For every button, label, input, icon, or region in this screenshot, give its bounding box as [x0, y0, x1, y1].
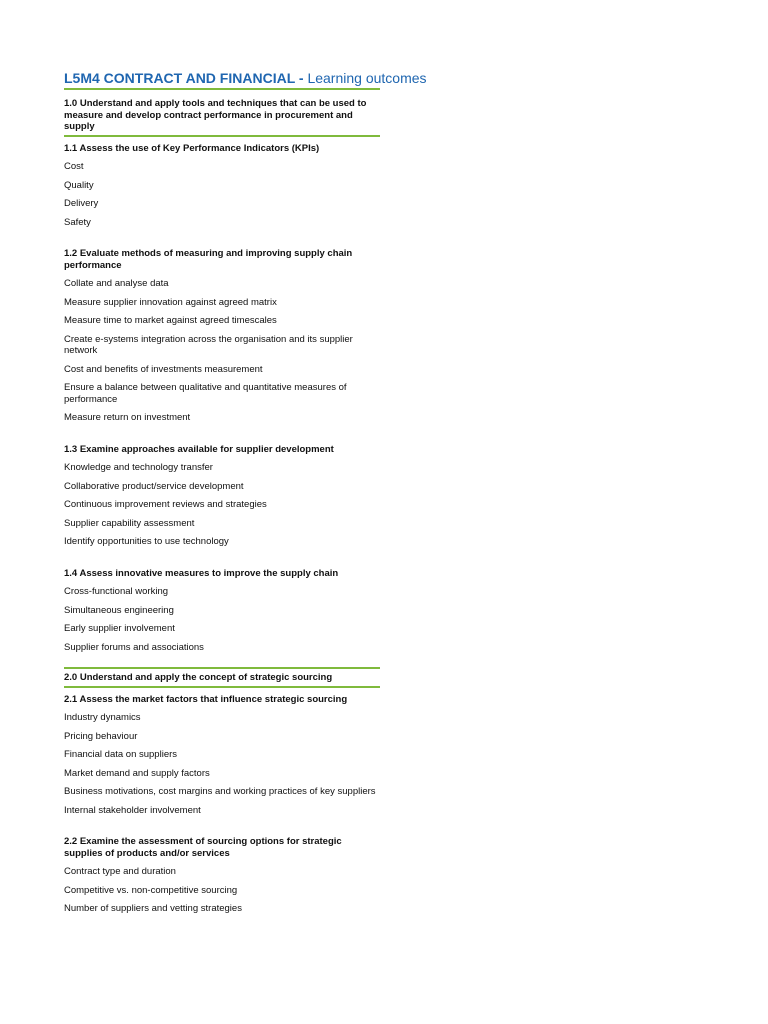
document-page [64, 70, 427, 915]
list-item: Knowledge and technology transfer [64, 462, 213, 473]
list-item: Safety [64, 216, 91, 228]
list-item: Supplier forums and associations [64, 641, 204, 653]
list-item: Measure supplier innovation against agreed matrix [64, 296, 277, 308]
subsection-heading: 2.1 Assess the market factors that influence strategic sourcing [64, 693, 348, 705]
subsection-heading: 1.2 Evaluate methods of measuring and improving supply chain performance [64, 248, 353, 271]
spacer [64, 548, 404, 562]
list-item: Early supplier involvement [64, 623, 175, 634]
spacer [64, 424, 404, 438]
list-item: Simultaneous engineering [64, 604, 174, 616]
list-item: Continuous improvement reviews and strategies [64, 499, 267, 510]
section-heading: 1.0 Understand and apply tools and techniques that can be used to measure and develop contract performance in procurement and supply [64, 98, 380, 137]
list-item: Cost and benefits of investments measurement [64, 363, 263, 375]
title-subtitle: Learning outcomes [307, 70, 427, 86]
list-item: Collaborative product/service development [64, 480, 244, 492]
list-item: Measure return on investment [64, 412, 191, 423]
list-item: Create e-systems integration across the organisation and its supplier network [64, 333, 353, 356]
list-item: Industry dynamics [64, 712, 141, 723]
list-item: Competitive vs. non-competitive sourcing [64, 884, 238, 896]
list-item: Collate and analyse data [64, 278, 169, 289]
subsection-heading: 1.1 Assess the use of Key Performance Indicators (KPIs) [64, 142, 320, 154]
list-item: Business motivations, cost margins and working practices of key suppliers [64, 786, 376, 797]
list-item: Internal stakeholder involvement [64, 804, 201, 816]
section-heading: 2.0 Understand and apply the concept of strategic sourcing [64, 667, 380, 688]
subsection-heading: 2.2 Examine the assessment of sourcing options for strategic supplies of products and/or services [64, 836, 342, 859]
list-item: Contract type and duration [64, 866, 176, 877]
list-item: Ensure a balance between qualitative and quantitative measures of performance [64, 382, 347, 405]
list-item: Cost [64, 161, 84, 172]
list-item: Supplier capability assessment [64, 517, 195, 529]
list-item: Measure time to market against agreed timescales [64, 315, 277, 326]
subsection-heading: 1.3 Examine approaches available for supplier development [64, 443, 334, 455]
spacer [64, 228, 404, 242]
list-item: Quality [64, 179, 94, 191]
list-item: Delivery [64, 198, 99, 209]
list-item: Financial data on suppliers [64, 749, 178, 760]
spacer [64, 816, 404, 830]
spacer [64, 653, 404, 667]
title-code: L5M4 CONTRACT AND FINANCIAL - [64, 70, 304, 86]
list-item: Market demand and supply factors [64, 767, 210, 779]
subsection-heading: 1.4 Assess innovative measures to improve the supply chain [64, 567, 339, 579]
list-item: Number of suppliers and vetting strategies [64, 903, 242, 914]
list-item: Identify opportunities to use technology [64, 536, 229, 547]
list-item: Pricing behaviour [64, 730, 138, 742]
list-item: Cross-functional working [64, 586, 169, 597]
page-title [64, 70, 427, 90]
